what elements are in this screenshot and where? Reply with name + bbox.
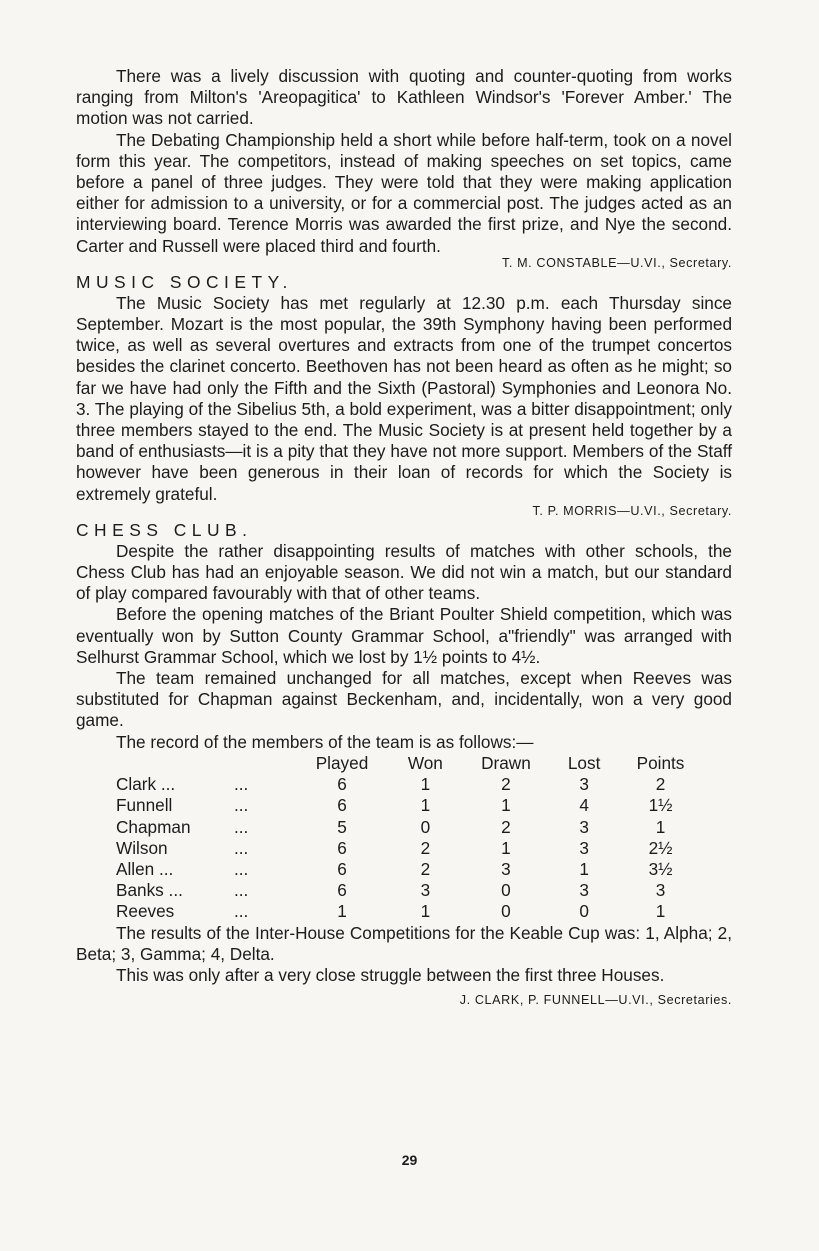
drawn-cell: 0 [501,880,511,901]
lost-cell: 3 [579,837,589,858]
played-cell: 6 [337,837,347,858]
music-signature-role: Secretary. [669,503,732,518]
won-cell: 0 [420,816,431,837]
played-cell: 6 [337,858,347,879]
leader-dots: ... [234,795,249,816]
debating-signature-role: Secretary. [669,255,732,270]
lost-cell: 3 [579,880,589,901]
table-row [116,838,706,859]
player-name: Banks ... [116,880,183,901]
leader-dots: ... [234,901,249,922]
won-cell: 1 [420,774,431,795]
music-society-paragraph: The Music Society has met regularly at 12.30 p.m. each Thursday since September. Mozart is the most popular, the 39th Symphony having been performed twice, as well as several overtures and extracts from one of the trumpet concertos besides the clarinet concerto. Beethoven has not been heard as often as he might; so far we have had only the Fifth and the Sixth (Pastoral) Symphonies and Leonora No. 3. The playing of the Sibelius 5th, a bold experiment, was a bitter disappointment; only three members stayed to the end. The Music Society is at present held together by a band of enthusiasts—it is a pity that they have not more support. Members of the Staff however have been generous in their loan of records for which the Society is extremely grateful. [76,292,732,504]
debating-signature-name: T. M. CONSTABLE—U.VI., [502,255,666,270]
chess-paragraph-1: Despite the rather disappointing results of matches with other schools, the Chess Club has had an enjoyable season. We did not win a match, but our standard of play compared favourably with that of other teams. [76,540,732,604]
points-cell: 1 [655,816,666,837]
column-header-lost: Lost [567,752,601,773]
chess-paragraph-3: The team remained unchanged for all matches, except when Reeves was substituted for Chapman against Beckenham, and, incidentally, won a very good game. [76,668,732,731]
chess-paragraph-4: The results of the Inter-House Competitions for the Keable Cup was: 1, Alpha; 2, Beta; 3, Gamma; 4, Delta. [76,922,732,964]
points-cell: 2½ [648,837,673,858]
won-cell: 2 [420,858,431,879]
chess-paragraph-2: Before the opening matches of the Briant Poulter Shield competition, which was eventually won by Sutton County Grammar School, a"friendly" was arranged with Selhurst Grammar School, which we lost by 1½ points to 4½. [76,604,732,667]
debating-paragraph-2: The Debating Championship held a short while before half-term, took on a novel form this year. The competitors, instead of making speeches on set topics, came before a panel of three judges. They were told that they were making application either for admission to a university, or for a commercial post. The judges acted as an interviewing board. Terence Morris was awarded the first prize, and Nye the second. Carter and Russell were placed third and fourth. [76,129,732,256]
player-name: Clark ... [116,774,176,795]
column-header-won: Won [407,752,443,773]
points-cell: 2 [655,774,666,795]
played-cell: 1 [337,901,347,922]
chess-table-header-row [116,753,706,774]
drawn-cell: 1 [501,795,511,816]
drawn-cell: 3 [501,858,511,879]
player-name: Wilson [116,837,168,858]
table-row [116,880,706,901]
music-society-heading: MUSIC SOCIETY. [76,271,293,292]
points-cell: 1 [655,901,666,922]
column-header-points: Points [636,752,685,773]
drawn-cell: 0 [501,901,511,922]
played-cell: 6 [337,880,347,901]
played-cell: 6 [337,795,347,816]
table-row [116,901,706,922]
won-cell: 2 [420,837,431,858]
won-cell: 3 [420,880,431,901]
player-name: Funnell [116,795,173,816]
played-cell: 6 [337,774,347,795]
chess-table-intro: The record of the members of the team is as follows:— [116,731,534,752]
chess-record-table [116,753,706,923]
leader-dots: ... [234,774,249,795]
leader-dots: ... [234,880,249,901]
column-header-played: Played [315,752,369,773]
table-row [116,774,706,795]
chess-signature [76,992,732,1009]
lost-cell: 1 [579,858,589,879]
music-signature [76,503,732,520]
won-cell: 1 [420,795,431,816]
chess-paragraph-5: This was only after a very close struggle between the first three Houses. [116,964,665,985]
column-header-drawn: Drawn [481,752,531,773]
points-cell: 1½ [648,795,673,816]
table-row [116,859,706,880]
drawn-cell: 1 [501,837,511,858]
lost-cell: 0 [579,901,589,922]
chess-signature-role: Secretaries. [657,993,732,1008]
document-page [76,66,732,1009]
points-cell: 3 [655,880,666,901]
chess-signature-name: J. CLARK, P. FUNNELL—U.VI., [459,993,654,1008]
debating-signature [76,255,732,272]
lost-cell: 4 [579,795,589,816]
music-signature-name: T. P. MORRIS—U.VI., [532,503,666,518]
lost-cell: 3 [579,774,589,795]
chess-club-heading: CHESS CLUB. [76,519,253,540]
drawn-cell: 2 [501,774,511,795]
player-name: Allen ... [116,858,174,879]
table-row [116,795,706,816]
player-name: Chapman [116,816,191,837]
played-cell: 5 [337,816,347,837]
points-cell: 3½ [648,858,673,879]
leader-dots: ... [234,816,249,837]
lost-cell: 3 [579,816,589,837]
page-number: 29 [401,1152,418,1168]
player-name: Reeves [116,901,175,922]
leader-dots: ... [234,858,249,879]
debating-paragraph-1: There was a lively discussion with quoting and counter-quoting from works ranging from Milton's 'Areopagitica' to Kathleen Windsor's 'Forever Amber.' The motion was not carried. [76,66,732,129]
drawn-cell: 2 [501,816,511,837]
won-cell: 1 [420,901,431,922]
table-row [116,817,706,838]
leader-dots: ... [234,837,249,858]
